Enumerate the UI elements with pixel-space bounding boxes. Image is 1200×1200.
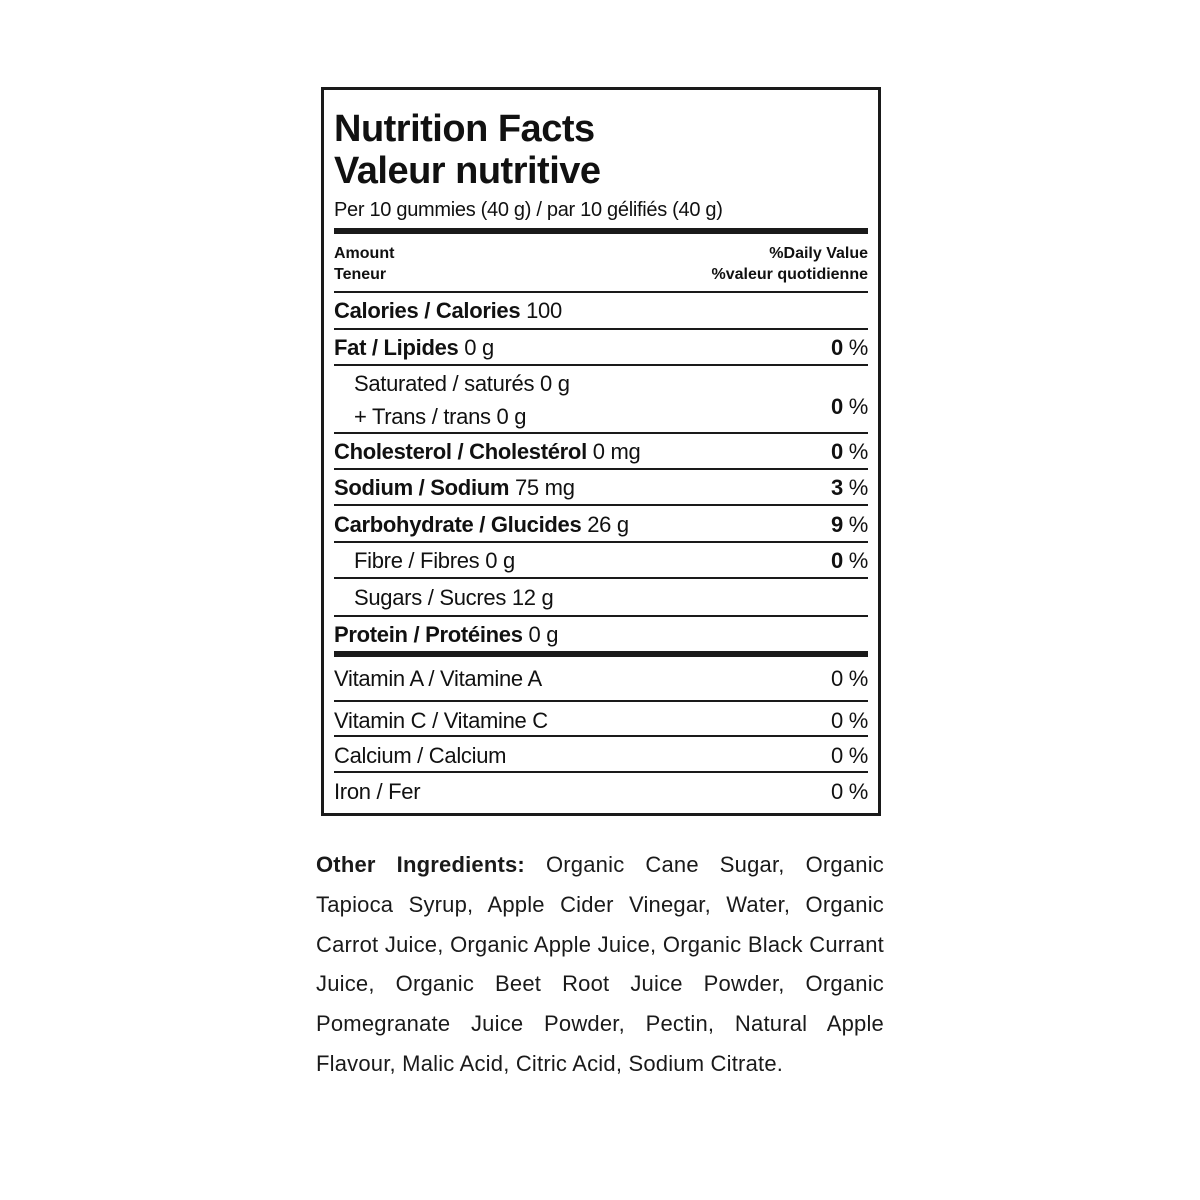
fibre-dv-unit: % [848, 548, 868, 573]
ingredients-paragraph [316, 845, 884, 1084]
vitamin-c-label: Vitamin C / Vitamine C [334, 708, 548, 733]
daily-value-header [712, 243, 868, 285]
nutrition-facts-table [321, 87, 881, 816]
vitamin-a-label: Vitamin A / Vitamine A [334, 666, 542, 691]
fibre-dv [831, 548, 868, 574]
amount-en: Amount [334, 245, 395, 262]
iron-dv: 0 % [830, 779, 868, 804]
trans-dv-unit: % [848, 394, 868, 419]
row-calories [334, 298, 868, 324]
fibre-label: Fibre / Fibres 0 g [354, 548, 515, 573]
vitamin-a-dv: 0 % [830, 666, 868, 691]
trans-label: + Trans / trans 0 g [354, 404, 527, 429]
dv-fr: %valeur quotidienne [711, 266, 868, 283]
fat-value: 0 g [464, 335, 494, 360]
row-sugars [334, 585, 868, 611]
cholesterol-dv [831, 439, 868, 465]
row-cholesterol [334, 439, 868, 465]
iron-label: Iron / Fer [334, 779, 421, 804]
fibre-dv-number: 0 [830, 548, 843, 573]
calcium-dv: 0 % [830, 743, 868, 768]
protein-value: 0 g [528, 622, 559, 647]
divider [334, 700, 868, 702]
carbohydrate-value: 26 g [587, 512, 629, 537]
divider [334, 291, 868, 293]
divider [334, 577, 868, 579]
amount-fr: Teneur [334, 266, 387, 283]
fat-label: Fat / Lipides [334, 335, 459, 360]
sodium-dv-number: 3 [830, 475, 843, 500]
thick-divider [334, 228, 868, 234]
carbohydrate-dv-unit: % [848, 512, 868, 537]
calories-value: 100 [526, 298, 562, 323]
cholesterol-dv-number: 0 [830, 439, 843, 464]
fat-dv-number: 0 [830, 335, 843, 360]
row-carbohydrate [334, 512, 868, 538]
trans-dv [831, 394, 868, 420]
calories-label: Calories / Calories [334, 298, 521, 323]
sodium-value: 75 mg [514, 475, 575, 500]
vitamin-c-dv: 0 % [830, 708, 868, 733]
sodium-dv [831, 475, 868, 501]
trans-dv-number: 0 [830, 394, 843, 419]
divider [334, 328, 868, 330]
thick-divider [334, 651, 868, 657]
title-en: Nutrition Facts [334, 108, 595, 150]
divider [334, 615, 868, 617]
sodium-label: Sodium / Sodium [334, 475, 510, 500]
cholesterol-label: Cholesterol / Cholestérol [334, 439, 587, 464]
carbohydrate-dv [831, 512, 868, 538]
divider [334, 468, 868, 470]
divider [334, 735, 868, 737]
row-sodium [334, 475, 868, 501]
fat-dv-unit: % [848, 335, 868, 360]
row-trans [334, 404, 868, 430]
carbohydrate-label: Carbohydrate / Glucides [334, 512, 582, 537]
row-saturated [334, 371, 868, 397]
divider [334, 364, 868, 366]
cholesterol-value: 0 mg [592, 439, 641, 464]
divider [334, 432, 868, 434]
title-fr: Valeur nutritive [334, 150, 601, 192]
ingredients-label: Other Ingredients: [316, 852, 525, 877]
cholesterol-dv-unit: % [848, 439, 868, 464]
row-protein [334, 622, 868, 648]
calcium-label: Calcium / Calcium [334, 743, 507, 768]
carbohydrate-dv-number: 9 [830, 512, 843, 537]
fat-dv [831, 335, 868, 361]
protein-label: Protein / Protéines [334, 622, 523, 647]
serving-size: Per 10 gummies (40 g) / par 10 gélifiés (40 g) [334, 199, 723, 221]
row-fat [334, 335, 868, 361]
divider [334, 541, 868, 543]
sodium-dv-unit: % [848, 475, 868, 500]
divider [334, 771, 868, 773]
saturated-label: Saturated / saturés 0 g [354, 371, 570, 396]
dv-en: %Daily Value [769, 245, 868, 262]
row-fibre [334, 548, 868, 574]
divider [334, 504, 868, 506]
row-vitamin-c [334, 708, 868, 734]
sugars-label: Sugars / Sucres 12 g [354, 585, 554, 610]
ingredients-text: Organic Cane Sugar, Organic Tapioca Syrup, Apple Cider Vinegar, Water, Organic Carrot Juice, Organic Apple Juice, Organic Black Currant Juice, Organic Beet Root Juice Powder, Organic Pomegranate Juice Powder, Pectin, Natural Apple Flavour, Malic Acid, Citric Acid, Sodium Citrate. [316, 852, 885, 1076]
row-calcium [334, 743, 868, 769]
row-vitamin-a [334, 666, 868, 692]
row-iron [334, 779, 868, 805]
amount-header [334, 243, 394, 285]
